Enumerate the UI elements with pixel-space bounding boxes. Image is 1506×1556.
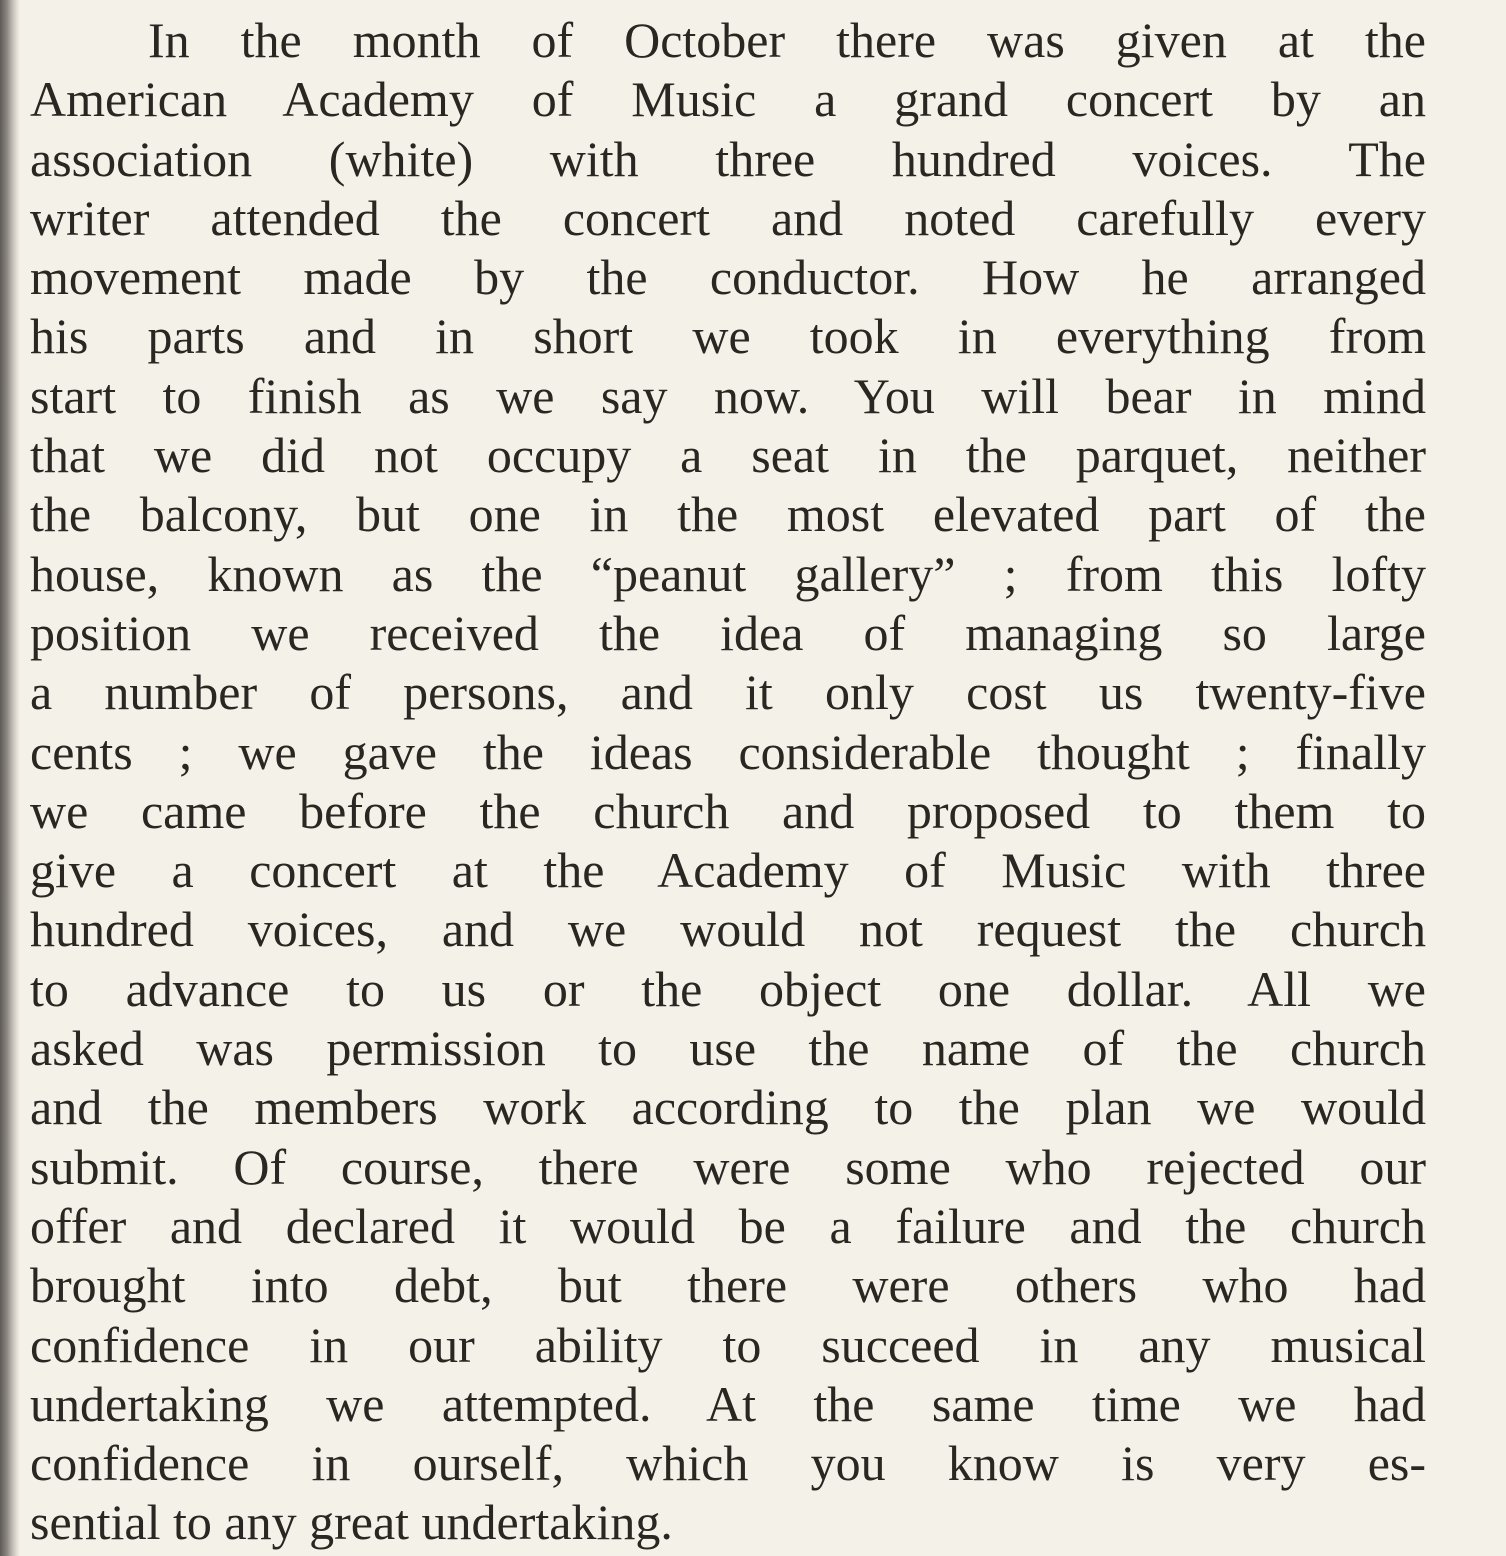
text-line: position we received the idea of managing so large — [30, 604, 1426, 661]
text-line: American Academy of Music a grand concert by an — [30, 71, 1426, 128]
text-line: brought into debt, but there were others who had — [30, 1257, 1426, 1314]
text-line: and the members work according to the plan we would — [30, 1079, 1426, 1136]
text-line: to advance to us or the object one dollar. All we — [30, 960, 1426, 1017]
text-line: association (white) with three hundred voices. The — [30, 130, 1426, 187]
text-line: a number of persons, and it only cost us twenty-five — [30, 664, 1426, 721]
text-line: the balcony, but one in the most elevated part of the — [30, 486, 1426, 543]
text-line: cents ; we gave the ideas considerable thought ; finally — [30, 723, 1426, 780]
text-line: offer and declared it would be a failure and the church — [30, 1197, 1426, 1254]
text-line: asked was permission to use the name of the church — [30, 1020, 1426, 1077]
text-line: start to finish as we say now. You will bear in mind — [30, 367, 1426, 424]
text-line: that we did not occupy a seat in the parquet, neither — [30, 427, 1426, 484]
text-line: give a concert at the Academy of Music with three — [30, 842, 1426, 899]
page-text-block — [30, 11, 1426, 1553]
text-line: submit. Of course, there were some who rejected our — [30, 1138, 1426, 1195]
text-line: writer attended the concert and noted carefully every — [30, 189, 1426, 246]
text-line: confidence in our ability to succeed in any musical — [30, 1316, 1426, 1373]
text-line: In the month of October there was given at the — [148, 12, 1426, 68]
page-binding-edge — [0, 0, 20, 1556]
text-line: hundred voices, and we would not request the church — [30, 901, 1426, 958]
text-line: we came before the church and proposed to them to — [30, 782, 1426, 839]
text-line: confidence in ourself, which you know is very es- — [30, 1435, 1426, 1492]
text-line: house, known as the “peanut gallery” ; from this lofty — [30, 545, 1426, 602]
text-line: sential to any great undertaking. — [30, 1494, 673, 1551]
text-line: movement made by the conductor. How he arranged — [30, 249, 1426, 306]
text-line: undertaking we attempted. At the same time we had — [30, 1375, 1426, 1432]
text-line: his parts and in short we took in everything from — [30, 308, 1426, 365]
